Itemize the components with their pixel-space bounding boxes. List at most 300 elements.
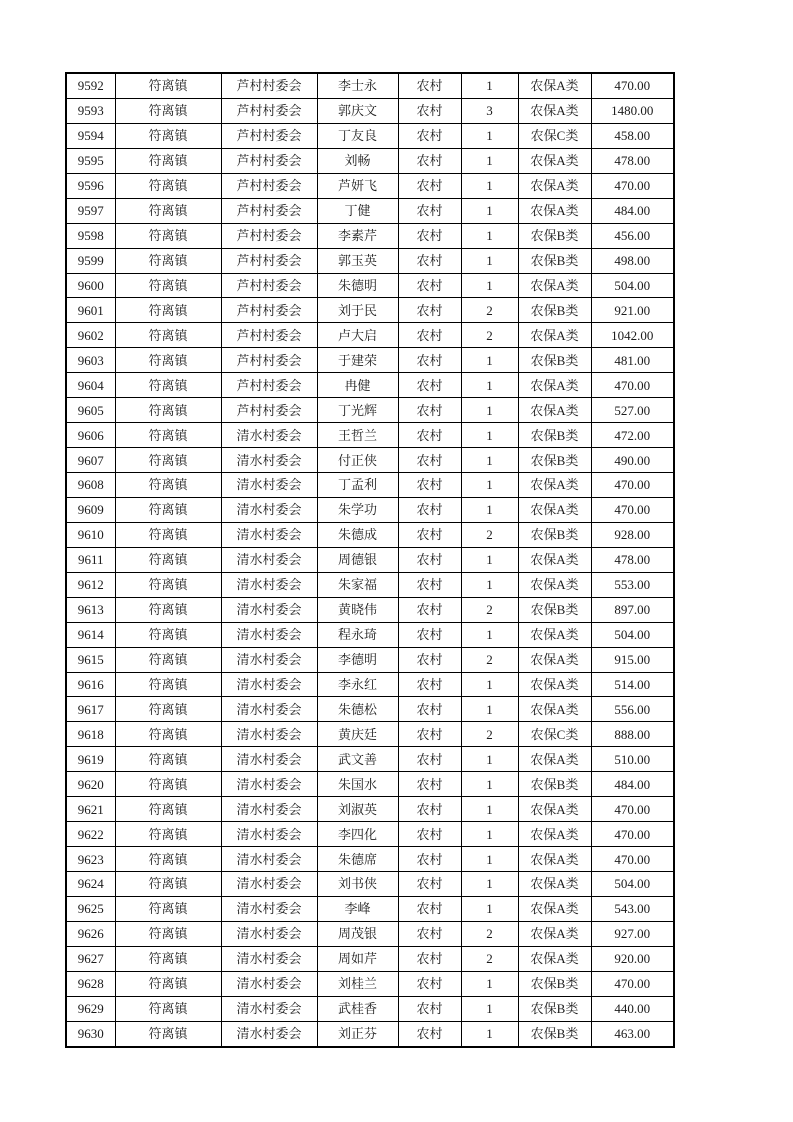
cell-category: 农保A类 [518, 697, 591, 722]
cell-serial: 9605 [66, 398, 115, 423]
cell-count: 1 [461, 448, 518, 473]
table-row [66, 473, 674, 498]
cell-town: 符离镇 [115, 921, 221, 946]
cell-town: 符离镇 [115, 298, 221, 323]
cell-name: 冉健 [317, 373, 398, 398]
cell-village: 芦村村委会 [221, 273, 317, 298]
cell-residence: 农村 [398, 448, 461, 473]
cell-town: 符离镇 [115, 423, 221, 448]
cell-amount: 504.00 [591, 273, 674, 298]
cell-count: 1 [461, 772, 518, 797]
table-row [66, 373, 674, 398]
cell-category: 农保B类 [518, 423, 591, 448]
cell-count: 1 [461, 398, 518, 423]
cell-category: 农保A类 [518, 373, 591, 398]
cell-amount: 470.00 [591, 822, 674, 847]
cell-village: 芦村村委会 [221, 173, 317, 198]
cell-category: 农保A类 [518, 73, 591, 98]
cell-village: 清水村委会 [221, 921, 317, 946]
cell-amount: 527.00 [591, 398, 674, 423]
cell-town: 符离镇 [115, 622, 221, 647]
cell-name: 李永红 [317, 672, 398, 697]
cell-amount: 472.00 [591, 423, 674, 448]
cell-serial: 9616 [66, 672, 115, 697]
cell-village: 清水村委会 [221, 497, 317, 522]
cell-count: 1 [461, 273, 518, 298]
cell-village: 清水村委会 [221, 847, 317, 872]
cell-residence: 农村 [398, 822, 461, 847]
cell-count: 1 [461, 373, 518, 398]
cell-name: 刘正芬 [317, 1021, 398, 1046]
cell-category: 农保A类 [518, 198, 591, 223]
cell-amount: 556.00 [591, 697, 674, 722]
cell-count: 1 [461, 572, 518, 597]
cell-count: 2 [461, 647, 518, 672]
cell-amount: 440.00 [591, 996, 674, 1021]
cell-serial: 9608 [66, 473, 115, 498]
cell-serial: 9599 [66, 248, 115, 273]
cell-village: 清水村委会 [221, 946, 317, 971]
cell-town: 符离镇 [115, 847, 221, 872]
table-row [66, 73, 674, 98]
cell-name: 李士永 [317, 73, 398, 98]
cell-amount: 915.00 [591, 647, 674, 672]
cell-serial: 9617 [66, 697, 115, 722]
cell-village: 清水村委会 [221, 622, 317, 647]
cell-count: 1 [461, 672, 518, 697]
cell-serial: 9593 [66, 98, 115, 123]
table-row [66, 423, 674, 448]
cell-category: 农保A类 [518, 98, 591, 123]
cell-residence: 农村 [398, 622, 461, 647]
cell-serial: 9595 [66, 148, 115, 173]
cell-residence: 农村 [398, 597, 461, 622]
cell-name: 朱德成 [317, 522, 398, 547]
cell-village: 芦村村委会 [221, 323, 317, 348]
cell-category: 农保B类 [518, 248, 591, 273]
cell-village: 清水村委会 [221, 797, 317, 822]
table-row [66, 223, 674, 248]
cell-serial: 9612 [66, 572, 115, 597]
table-row [66, 722, 674, 747]
cell-town: 符离镇 [115, 473, 221, 498]
cell-serial: 9610 [66, 522, 115, 547]
cell-amount: 498.00 [591, 248, 674, 273]
cell-village: 清水村委会 [221, 971, 317, 996]
cell-amount: 478.00 [591, 547, 674, 572]
cell-serial: 9619 [66, 747, 115, 772]
cell-town: 符离镇 [115, 1021, 221, 1046]
cell-category: 农保A类 [518, 847, 591, 872]
cell-category: 农保A类 [518, 173, 591, 198]
cell-village: 清水村委会 [221, 996, 317, 1021]
cell-serial: 9601 [66, 298, 115, 323]
cell-name: 黄晓伟 [317, 597, 398, 622]
cell-name: 武桂香 [317, 996, 398, 1021]
cell-residence: 农村 [398, 946, 461, 971]
cell-amount: 927.00 [591, 921, 674, 946]
cell-count: 1 [461, 73, 518, 98]
cell-village: 芦村村委会 [221, 348, 317, 373]
cell-village: 清水村委会 [221, 697, 317, 722]
cell-village: 清水村委会 [221, 822, 317, 847]
cell-category: 农保A类 [518, 323, 591, 348]
cell-village: 清水村委会 [221, 522, 317, 547]
cell-village: 芦村村委会 [221, 398, 317, 423]
table-row [66, 123, 674, 148]
cell-count: 1 [461, 971, 518, 996]
cell-town: 符离镇 [115, 572, 221, 597]
cell-count: 1 [461, 872, 518, 897]
cell-residence: 农村 [398, 921, 461, 946]
cell-village: 芦村村委会 [221, 73, 317, 98]
cell-category: 农保A类 [518, 547, 591, 572]
cell-count: 2 [461, 298, 518, 323]
cell-residence: 农村 [398, 198, 461, 223]
cell-residence: 农村 [398, 647, 461, 672]
cell-amount: 478.00 [591, 148, 674, 173]
cell-name: 刘淑英 [317, 797, 398, 822]
cell-count: 3 [461, 98, 518, 123]
cell-amount: 1042.00 [591, 323, 674, 348]
table-row [66, 98, 674, 123]
cell-serial: 9613 [66, 597, 115, 622]
cell-name: 郭玉英 [317, 248, 398, 273]
table-row [66, 547, 674, 572]
cell-town: 符离镇 [115, 747, 221, 772]
cell-count: 1 [461, 847, 518, 872]
cell-category: 农保B类 [518, 348, 591, 373]
cell-category: 农保A类 [518, 148, 591, 173]
cell-count: 1 [461, 198, 518, 223]
cell-category: 农保A类 [518, 872, 591, 897]
cell-residence: 农村 [398, 1021, 461, 1046]
table-row [66, 697, 674, 722]
cell-amount: 888.00 [591, 722, 674, 747]
cell-village: 清水村委会 [221, 547, 317, 572]
cell-name: 李德明 [317, 647, 398, 672]
cell-count: 1 [461, 747, 518, 772]
cell-serial: 9602 [66, 323, 115, 348]
cell-town: 符离镇 [115, 872, 221, 897]
cell-category: 农保B类 [518, 996, 591, 1021]
cell-count: 2 [461, 323, 518, 348]
table-row [66, 622, 674, 647]
cell-count: 1 [461, 248, 518, 273]
cell-residence: 农村 [398, 423, 461, 448]
table-row [66, 398, 674, 423]
table-row [66, 497, 674, 522]
cell-amount: 458.00 [591, 123, 674, 148]
cell-category: 农保C类 [518, 722, 591, 747]
cell-residence: 农村 [398, 672, 461, 697]
table-row [66, 597, 674, 622]
table-row [66, 1021, 674, 1046]
table-row [66, 572, 674, 597]
cell-village: 清水村委会 [221, 647, 317, 672]
cell-name: 李素芹 [317, 223, 398, 248]
cell-amount: 921.00 [591, 298, 674, 323]
cell-name: 朱学功 [317, 497, 398, 522]
cell-residence: 农村 [398, 747, 461, 772]
cell-village: 清水村委会 [221, 772, 317, 797]
cell-residence: 农村 [398, 348, 461, 373]
cell-town: 符离镇 [115, 73, 221, 98]
cell-serial: 9621 [66, 797, 115, 822]
cell-residence: 农村 [398, 323, 461, 348]
cell-town: 符离镇 [115, 522, 221, 547]
cell-serial: 9592 [66, 73, 115, 98]
cell-count: 2 [461, 946, 518, 971]
cell-amount: 510.00 [591, 747, 674, 772]
table-row [66, 747, 674, 772]
cell-serial: 9606 [66, 423, 115, 448]
table-row [66, 248, 674, 273]
cell-name: 王哲兰 [317, 423, 398, 448]
cell-count: 1 [461, 473, 518, 498]
cell-village: 清水村委会 [221, 747, 317, 772]
cell-name: 刘桂兰 [317, 971, 398, 996]
cell-serial: 9604 [66, 373, 115, 398]
cell-serial: 9620 [66, 772, 115, 797]
cell-residence: 农村 [398, 473, 461, 498]
cell-category: 农保A类 [518, 647, 591, 672]
cell-village: 芦村村委会 [221, 198, 317, 223]
cell-serial: 9625 [66, 896, 115, 921]
cell-town: 符离镇 [115, 547, 221, 572]
cell-town: 符离镇 [115, 597, 221, 622]
cell-category: 农保A类 [518, 672, 591, 697]
cell-category: 农保A类 [518, 572, 591, 597]
table-row [66, 348, 674, 373]
cell-village: 清水村委会 [221, 597, 317, 622]
cell-village: 芦村村委会 [221, 148, 317, 173]
table-row [66, 173, 674, 198]
cell-count: 2 [461, 722, 518, 747]
cell-name: 周如芹 [317, 946, 398, 971]
table-row [66, 847, 674, 872]
cell-amount: 504.00 [591, 872, 674, 897]
cell-amount: 470.00 [591, 971, 674, 996]
cell-residence: 农村 [398, 547, 461, 572]
cell-amount: 470.00 [591, 373, 674, 398]
cell-category: 农保A类 [518, 822, 591, 847]
cell-residence: 农村 [398, 847, 461, 872]
cell-amount: 920.00 [591, 946, 674, 971]
cell-count: 2 [461, 921, 518, 946]
cell-name: 郭庆文 [317, 98, 398, 123]
cell-name: 刘于民 [317, 298, 398, 323]
table-row [66, 148, 674, 173]
cell-count: 2 [461, 597, 518, 622]
cell-residence: 农村 [398, 273, 461, 298]
cell-amount: 481.00 [591, 348, 674, 373]
cell-category: 农保B类 [518, 448, 591, 473]
cell-town: 符离镇 [115, 822, 221, 847]
cell-residence: 农村 [398, 373, 461, 398]
cell-serial: 9624 [66, 872, 115, 897]
cell-amount: 484.00 [591, 198, 674, 223]
cell-serial: 9623 [66, 847, 115, 872]
cell-category: 农保B类 [518, 772, 591, 797]
cell-town: 符离镇 [115, 273, 221, 298]
cell-name: 朱家福 [317, 572, 398, 597]
cell-town: 符离镇 [115, 373, 221, 398]
cell-serial: 9630 [66, 1021, 115, 1046]
cell-count: 1 [461, 896, 518, 921]
cell-village: 清水村委会 [221, 572, 317, 597]
cell-amount: 470.00 [591, 73, 674, 98]
cell-category: 农保A类 [518, 797, 591, 822]
cell-category: 农保C类 [518, 123, 591, 148]
table-row [66, 323, 674, 348]
cell-town: 符离镇 [115, 946, 221, 971]
cell-category: 农保B类 [518, 971, 591, 996]
cell-village: 清水村委会 [221, 722, 317, 747]
cell-name: 朱国水 [317, 772, 398, 797]
cell-town: 符离镇 [115, 647, 221, 672]
cell-count: 1 [461, 622, 518, 647]
cell-serial: 9626 [66, 921, 115, 946]
cell-category: 农保A类 [518, 896, 591, 921]
cell-name: 武文善 [317, 747, 398, 772]
cell-village: 芦村村委会 [221, 248, 317, 273]
cell-amount: 470.00 [591, 473, 674, 498]
cell-category: 农保B类 [518, 298, 591, 323]
cell-name: 李四化 [317, 822, 398, 847]
cell-residence: 农村 [398, 722, 461, 747]
cell-residence: 农村 [398, 797, 461, 822]
table-row [66, 822, 674, 847]
cell-count: 1 [461, 223, 518, 248]
cell-category: 农保A类 [518, 946, 591, 971]
cell-name: 芦妍飞 [317, 173, 398, 198]
cell-village: 清水村委会 [221, 672, 317, 697]
table-row [66, 797, 674, 822]
cell-name: 李峰 [317, 896, 398, 921]
cell-residence: 农村 [398, 872, 461, 897]
cell-amount: 514.00 [591, 672, 674, 697]
cell-serial: 9614 [66, 622, 115, 647]
table-row [66, 971, 674, 996]
cell-amount: 897.00 [591, 597, 674, 622]
table-row [66, 448, 674, 473]
cell-serial: 9596 [66, 173, 115, 198]
table-row [66, 522, 674, 547]
cell-town: 符离镇 [115, 996, 221, 1021]
cell-count: 1 [461, 547, 518, 572]
cell-category: 农保B类 [518, 597, 591, 622]
cell-village: 芦村村委会 [221, 123, 317, 148]
cell-residence: 农村 [398, 697, 461, 722]
table-row [66, 647, 674, 672]
cell-village: 芦村村委会 [221, 298, 317, 323]
cell-serial: 9594 [66, 123, 115, 148]
cell-town: 符离镇 [115, 398, 221, 423]
cell-name: 刘书侠 [317, 872, 398, 897]
cell-town: 符离镇 [115, 223, 221, 248]
cell-village: 清水村委会 [221, 423, 317, 448]
cell-town: 符离镇 [115, 722, 221, 747]
cell-residence: 农村 [398, 497, 461, 522]
cell-amount: 484.00 [591, 772, 674, 797]
cell-name: 于建荣 [317, 348, 398, 373]
cell-village: 清水村委会 [221, 1021, 317, 1046]
cell-village: 芦村村委会 [221, 373, 317, 398]
cell-town: 符离镇 [115, 98, 221, 123]
pension-roster-table [65, 72, 675, 1048]
table-row [66, 872, 674, 897]
cell-count: 1 [461, 1021, 518, 1046]
cell-category: 农保A类 [518, 497, 591, 522]
cell-count: 1 [461, 348, 518, 373]
cell-residence: 农村 [398, 398, 461, 423]
cell-name: 周茂银 [317, 921, 398, 946]
cell-town: 符离镇 [115, 323, 221, 348]
cell-name: 周德银 [317, 547, 398, 572]
cell-residence: 农村 [398, 996, 461, 1021]
cell-town: 符离镇 [115, 797, 221, 822]
table-row [66, 273, 674, 298]
cell-amount: 490.00 [591, 448, 674, 473]
cell-name: 朱德明 [317, 273, 398, 298]
cell-town: 符离镇 [115, 123, 221, 148]
table-row [66, 896, 674, 921]
cell-town: 符离镇 [115, 173, 221, 198]
cell-count: 1 [461, 148, 518, 173]
cell-category: 农保B类 [518, 1021, 591, 1046]
cell-residence: 农村 [398, 98, 461, 123]
cell-amount: 463.00 [591, 1021, 674, 1046]
cell-residence: 农村 [398, 572, 461, 597]
cell-serial: 9611 [66, 547, 115, 572]
table-body [66, 73, 674, 1047]
cell-serial: 9598 [66, 223, 115, 248]
cell-category: 农保A类 [518, 473, 591, 498]
table-row [66, 198, 674, 223]
cell-residence: 农村 [398, 173, 461, 198]
cell-serial: 9622 [66, 822, 115, 847]
cell-name: 丁友良 [317, 123, 398, 148]
cell-name: 付正侠 [317, 448, 398, 473]
cell-residence: 农村 [398, 971, 461, 996]
cell-town: 符离镇 [115, 896, 221, 921]
cell-amount: 456.00 [591, 223, 674, 248]
cell-village: 清水村委会 [221, 473, 317, 498]
cell-village: 芦村村委会 [221, 98, 317, 123]
cell-category: 农保A类 [518, 622, 591, 647]
cell-amount: 470.00 [591, 173, 674, 198]
cell-village: 清水村委会 [221, 448, 317, 473]
cell-serial: 9615 [66, 647, 115, 672]
cell-amount: 928.00 [591, 522, 674, 547]
cell-amount: 543.00 [591, 896, 674, 921]
cell-count: 2 [461, 522, 518, 547]
cell-village: 清水村委会 [221, 896, 317, 921]
cell-residence: 农村 [398, 298, 461, 323]
cell-serial: 9607 [66, 448, 115, 473]
cell-residence: 农村 [398, 73, 461, 98]
cell-name: 黄庆廷 [317, 722, 398, 747]
cell-amount: 470.00 [591, 497, 674, 522]
cell-category: 农保A类 [518, 747, 591, 772]
cell-town: 符离镇 [115, 448, 221, 473]
cell-town: 符离镇 [115, 497, 221, 522]
cell-serial: 9627 [66, 946, 115, 971]
cell-town: 符离镇 [115, 697, 221, 722]
cell-serial: 9600 [66, 273, 115, 298]
cell-name: 朱德松 [317, 697, 398, 722]
